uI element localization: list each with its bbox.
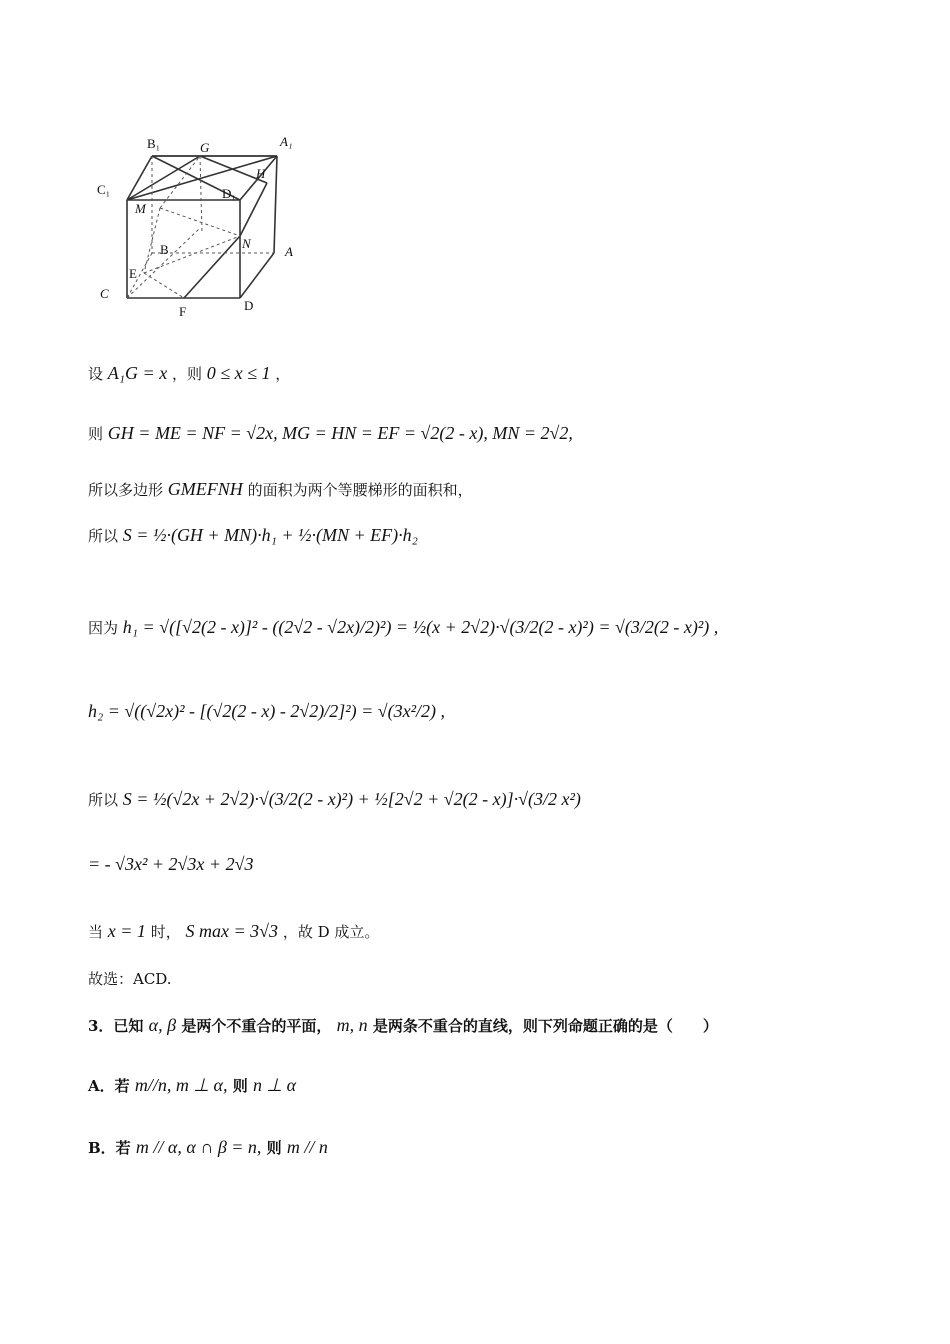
- label-e: E: [129, 266, 137, 281]
- expr-x-eq-1: x = 1: [107, 921, 146, 941]
- option-a: [88, 1076, 296, 1094]
- label-d1: D₁: [222, 186, 236, 201]
- text-set: 设: [88, 365, 104, 383]
- option-b-conclusion: m // n: [286, 1137, 328, 1157]
- label-a: A: [285, 244, 293, 259]
- line-h2: [88, 702, 445, 720]
- option-a-condition: m//n, m ⊥ α,: [134, 1075, 228, 1095]
- text-answer: 故选：ACD.: [88, 970, 172, 988]
- expr-polygon: GMEFNH: [167, 479, 243, 499]
- label-a1: A₁: [280, 134, 293, 149]
- text-yinwei: 因为: [88, 619, 119, 637]
- q3-text-1: 是两个不重合的平面，: [181, 1017, 332, 1035]
- cube-diagram: [92, 128, 312, 328]
- text-comma: ，: [275, 365, 291, 383]
- label-d: D: [244, 298, 254, 313]
- line-lengths: [88, 424, 573, 442]
- label-n: N: [242, 236, 251, 251]
- label-g: G: [200, 140, 210, 155]
- option-a-then: 则: [232, 1077, 248, 1095]
- option-b-condition: m // α, α ∩ β = n,: [135, 1137, 262, 1157]
- question-3: [88, 1016, 718, 1034]
- text-ze: 则: [88, 425, 104, 443]
- expr-a1g: A₁G = x: [107, 363, 168, 383]
- label-b1: B₁: [147, 136, 161, 151]
- option-b-then: 则: [266, 1139, 282, 1157]
- cube-figure: [92, 128, 312, 328]
- expr-range: 0 ≤ x ≤ 1: [206, 363, 271, 383]
- line-area-simplified: [88, 855, 253, 873]
- text-then: ，则: [171, 365, 202, 383]
- label-c1: C₁: [97, 182, 111, 197]
- option-a-conclusion: n ⊥ α: [253, 1075, 297, 1095]
- label-h: H: [256, 166, 266, 181]
- expr-lengths: GH = ME = NF = √2x, MG = HN = EF = √2(2 - x), MN = 2√2,: [107, 423, 573, 443]
- line-area-sub: [88, 790, 581, 808]
- q3-number: 3．已知: [88, 1017, 144, 1035]
- q3-m-n: m, n: [336, 1015, 368, 1035]
- expr-area-simplified: = - √3x² + 2√3x + 2√3: [88, 854, 254, 874]
- option-b: [88, 1138, 328, 1156]
- text-shi: 时，: [150, 923, 181, 941]
- option-a-label: A．若: [88, 1077, 130, 1095]
- text-polygon-pre: 所以多边形: [88, 481, 164, 499]
- label-f: F: [179, 304, 187, 319]
- label-b: B: [160, 242, 169, 257]
- expr-area-formula: S = ½·(GH + MN)·h₁ + ½·(MN + EF)·h₂: [122, 525, 418, 545]
- text-suoyi: 所以: [88, 527, 119, 545]
- text-dang: 当: [88, 923, 104, 941]
- expr-smax: S max = 3√3: [185, 921, 279, 941]
- line-h1: [88, 618, 718, 636]
- line-answer: [88, 972, 172, 987]
- line-polygon: [88, 480, 473, 498]
- option-b-label: B．若: [88, 1139, 131, 1157]
- text-polygon-post: 的面积为两个等腰梯形的面积和，: [247, 481, 473, 499]
- line-set-ag: [88, 364, 290, 382]
- label-c: C: [100, 286, 109, 301]
- expr-area-sub: S = ½(√2x + 2√2)·√(3/2(2 - x)²) + ½[2√2 + √2(2 - x)]·√(3/2 x²): [122, 789, 581, 809]
- q3-alpha-beta: α, β: [148, 1015, 177, 1035]
- line-area-formula: [88, 526, 418, 544]
- q3-text-2: 是两条不重合的直线，则下列命题正确的是（ ）: [372, 1017, 718, 1035]
- expr-h1: h₁ = √([√2(2 - x)]² - ((2√2 - √2x)/2)²) = ½(x + 2√2)·√(3/2(2 - x)²) = √(3/2(2 - x)²) ,: [122, 617, 719, 637]
- expr-h2: h₂ = √((√2x)² - [(√2(2 - x) - 2√2)/2]²) = √(3x²/2) ,: [88, 701, 446, 721]
- label-m: M: [135, 201, 146, 216]
- text-suoyi-2: 所以: [88, 791, 119, 809]
- line-max: [88, 922, 379, 940]
- text-conclusion: ，故 D 成立。: [282, 923, 380, 941]
